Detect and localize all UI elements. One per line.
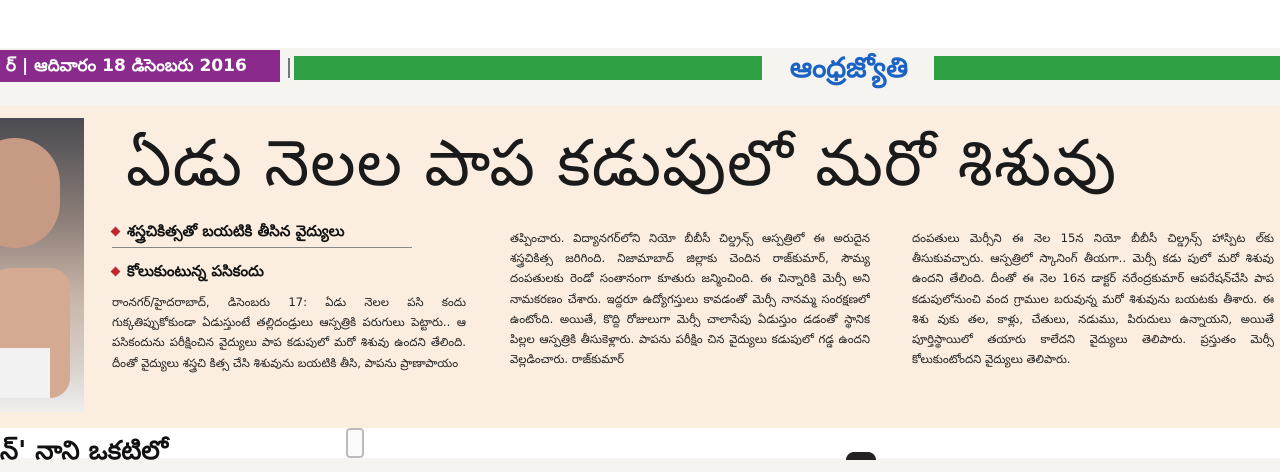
date-banner: ర్ | ఆదివారం 18 డిసెంబరు 2016 [0,50,280,82]
bullet-icon [111,267,121,277]
newspaper-logo: ఆంధ్రజ్యోతి [789,51,909,84]
article-headline: ఏడు నెలల పాప కడుపులో మరో శిశువు [126,127,1118,201]
bullet-icon [111,227,121,237]
divider [288,58,290,78]
article-column-3: దంపతులు మెర్సీని ఈ నెల 15న నియో బీబీసీ చిల్డ్రన్స్ హాస్పిట ల్‌కు తీసుకువచ్చారు. ఆస్పత్రిలో స్కానింగ్ తీయగా.. మెర్సీ కడు పులో మరో శిశువు ఉందని తేలింది. దీంతో ఈ నెల 16న డాక్టర్ నరేంద్రకుమార్ ఆపరేషన్‌చేసి పాప కడుపులోనుంచి వంద గ్రాముల బరువున్న మరో శిశువును బయటకు తీశారు. ఈ శిశు వుకు తల, కాళ్లు, చేతులు, నడుము, పిరుదులు ఉన్నాయని, అయితే పూర్తిస్థాయిలో తయారు కాలేదని వైద్యులు తెలిపారు. ప్రస్తుతం మెర్సీ కోలుకుంటోందని వైద్యులు తెలిపారు. [912,231,1274,367]
subhead-rule [112,247,412,248]
next-article-headline: న్' నాని ఒకటిలో [0,436,169,466]
scrollbar-handle[interactable] [346,428,364,458]
green-rule-right [934,56,1280,80]
next-article-glyph [846,452,876,460]
subhead-2-text: కోలుకుంటున్న పసికందు [127,262,264,280]
baby-photo [0,118,84,412]
article-column-2: తప్పించారు. విద్యానగర్‌లోని నియో బీబీసీ చిల్డ్రన్స్ ఆస్పత్రిలో ఈ అరుదైన శస్త్రచికిత్స జరిగింది. నిజామాబాద్ జిల్లాకు చెందిన రాజ్‌కుమార్, సౌమ్య దంపతులకు రెండో సంతానంగా కూతురు జన్మించింది. ఈ చిన్నారికి మెర్సీ అని నామకరణం చేశారు. ఇద్దరూ ఉద్యోగస్తులు కావడంతో మెర్సీ నానమ్మ సంరక్షణలో ఉంటోంది. అయితే, కొద్ది రోజులుగా మెర్సీ చాలాసేపు ఏడుస్తుం డడంతో స్థానిక పిల్లల ఆస్పత్రికి తీసుకెళ్లారు. పాపను పరీక్షిం చిన వైద్యులు కడుపులో గడ్డ ఉందని వెల్లడించారు. రాజ్‌కుమార్ [510,231,870,367]
page-top-margin [0,0,1280,48]
bottom-strip [0,428,1280,458]
subhead-1-text: శస్త్రచికిత్సతో బయటికి తీసిన వైద్యులు [127,222,345,240]
subhead-1 [112,222,345,244]
article-column-1: రాంనగర్/హైదరాబాద్, డిసెంబరు 17: ఏడు నెలల పసి కందు గుక్కతిప్పుకోకుండా ఏడుస్తుంటే తల్లిదండ్రులు ఆస్పత్రికి పరుగులు పెట్టారు.. ఆ పసికందును పరీక్షించిన వైద్యులు పాప కడుపులో మరో శిశువు ఉందని తేలింది. దీంతో వైద్యులు శస్త్రచి కిత్స చేసి శిశువును బయటికి తీసి, పాపను ప్రాణాపాయం [112,295,466,370]
green-rule-left [294,56,762,80]
subhead-2 [112,262,264,284]
